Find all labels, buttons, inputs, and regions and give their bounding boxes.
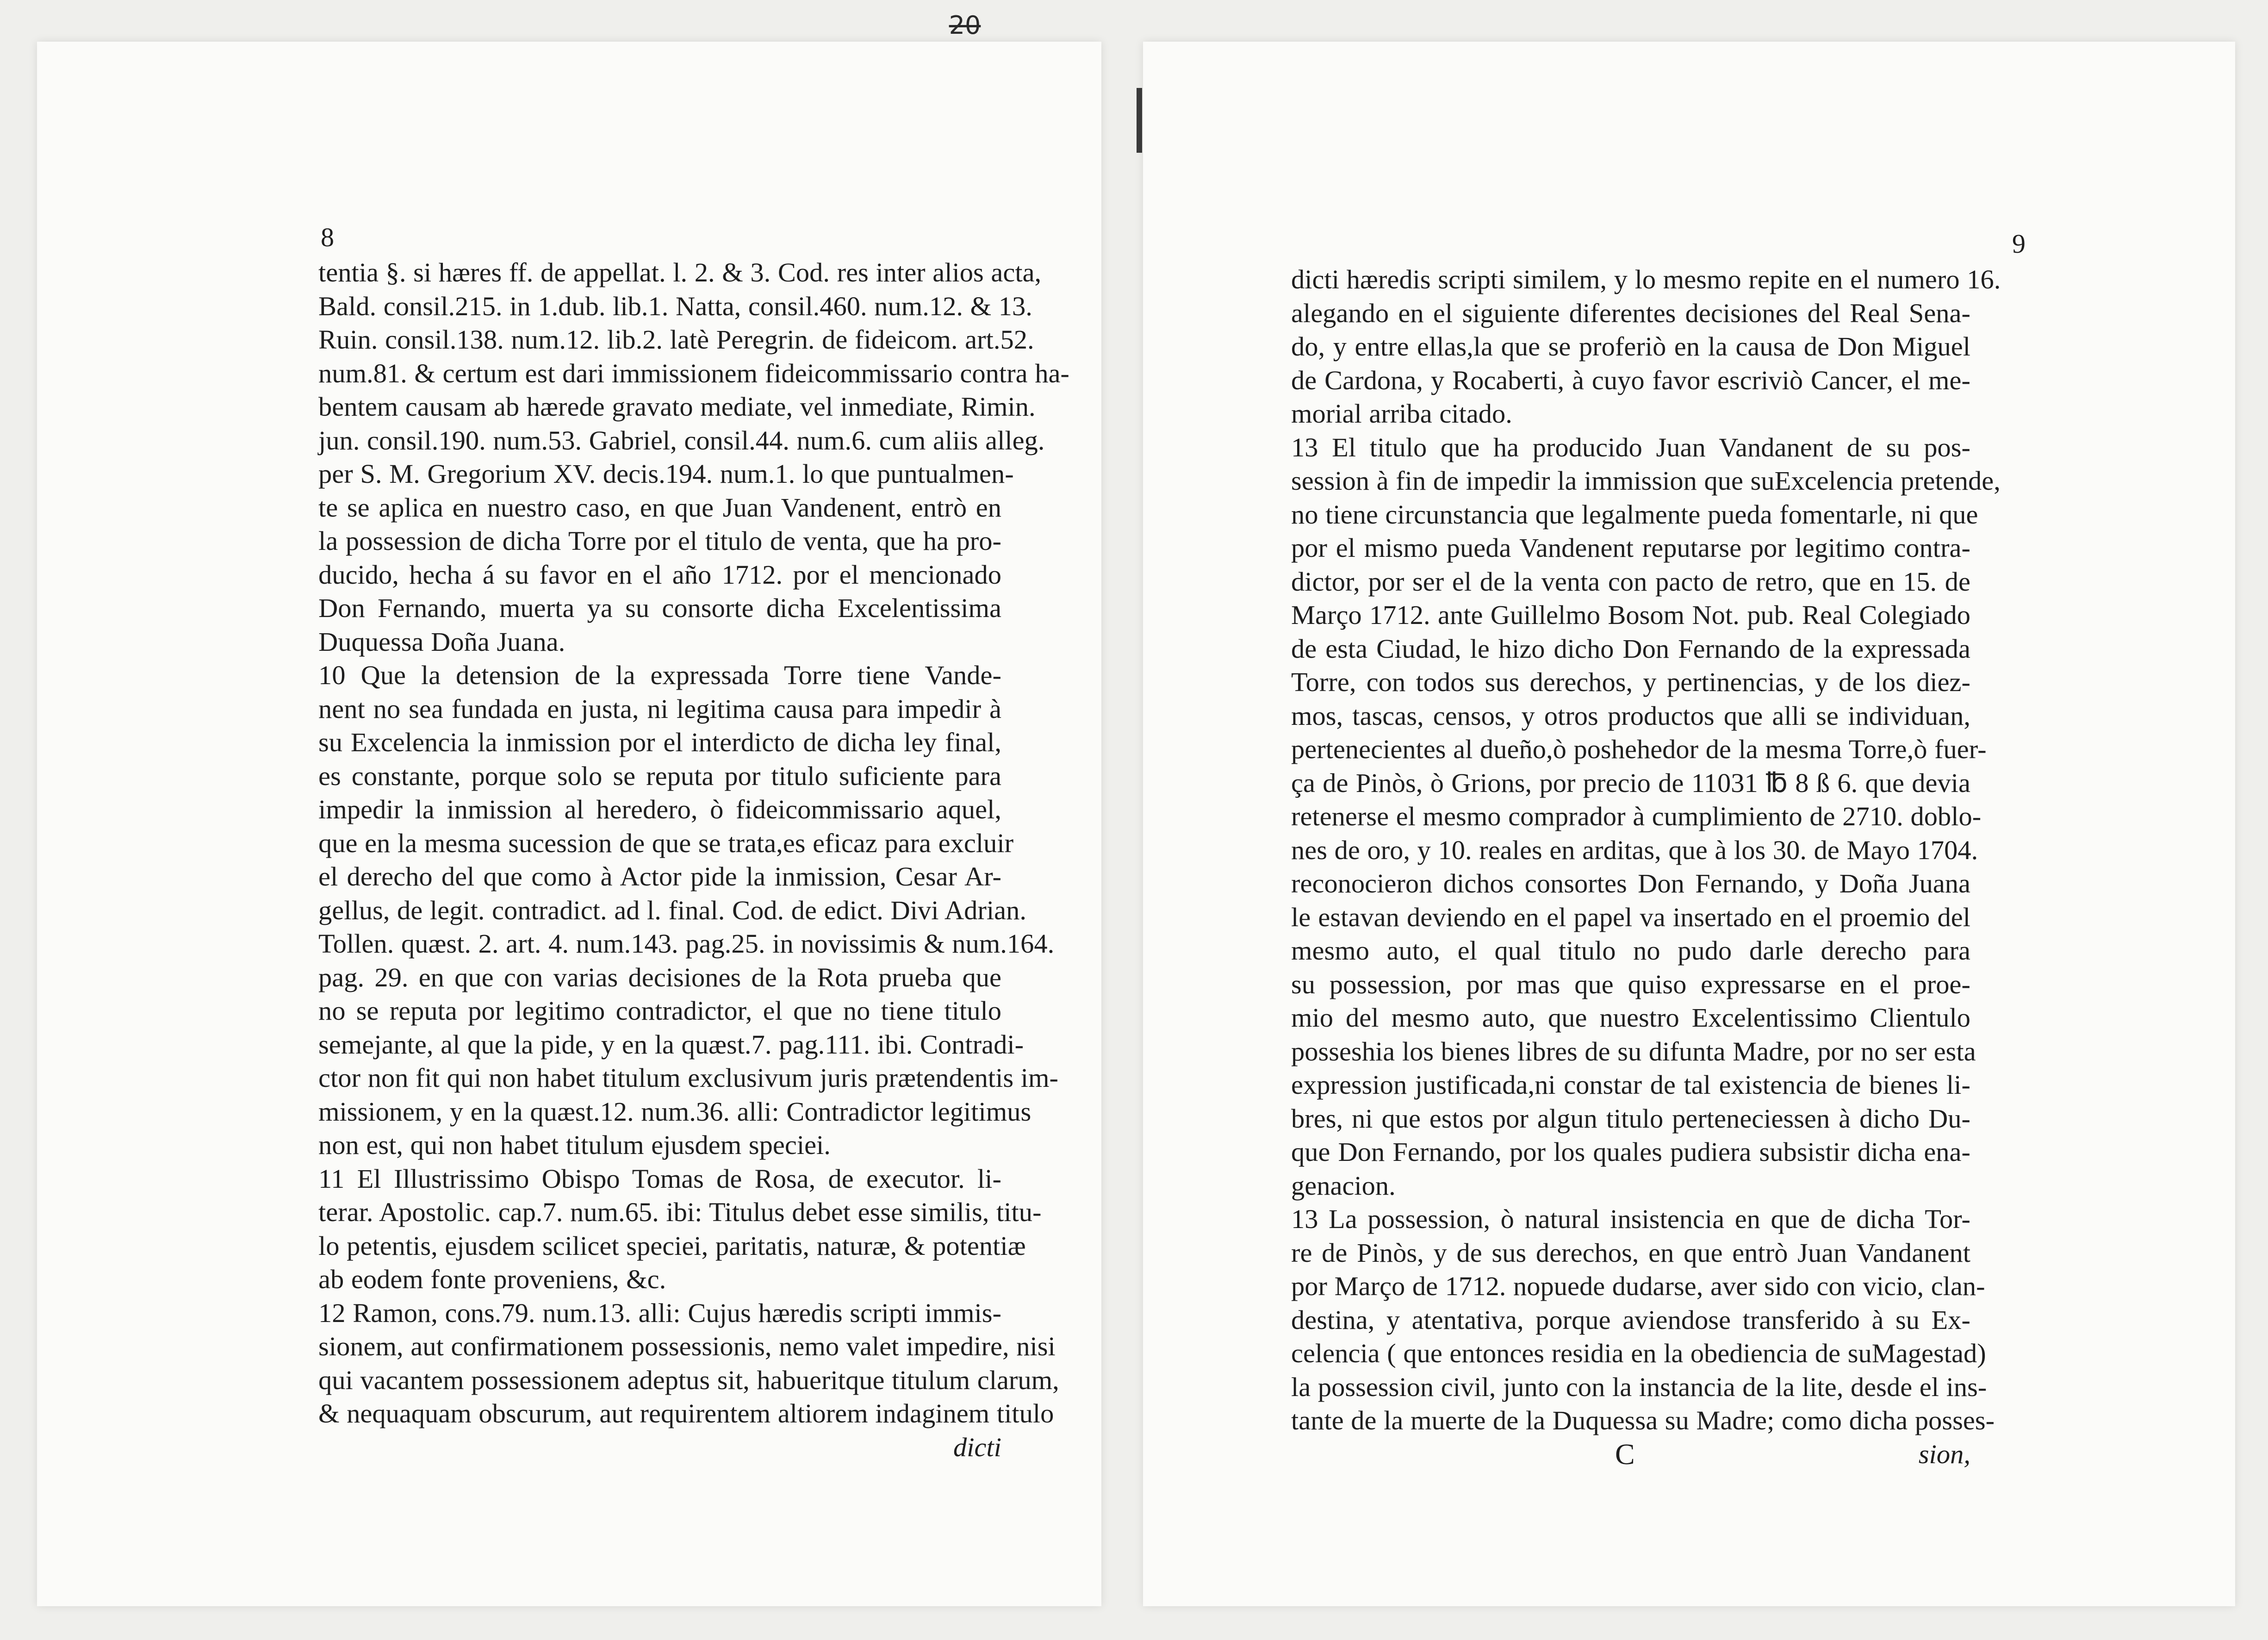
binding-gutter [1137, 88, 1142, 153]
text-line: que en la mesma sucession de que se trata,es eficaz para excluir [318, 828, 1014, 858]
text-line: tentia §. si hæres ff. de appellat. l. 2. & 3. Cod. res inter alios acta, [318, 257, 1042, 287]
right-page [1143, 42, 2235, 1606]
text-line: no tiene circunstancia que legalmente pueda fomentarle, ni que [1291, 499, 1978, 530]
text-line: ctor non fit qui non habet titulum exclusivum juris prætendentis im- [318, 1063, 1059, 1093]
text-line: alegando en el siguiente diferentes decisiones del Real Sena- [1291, 298, 1970, 328]
page-number: 9 [2012, 229, 2026, 259]
text-line: bentem causam ab hærede gravato mediate, vel inmediate, Rimin. [318, 392, 1036, 422]
text-line: impedir la inmission al heredero, ò fideicommissario aquel, [318, 794, 1001, 824]
text-line: ça de Pinòs, ò Grions, por precio de 11031 ℔ 8 ß 6. que devia [1291, 767, 1970, 798]
archive-mark-struck: 20 [949, 11, 981, 40]
text-line: morial arriba citado. [1291, 399, 1512, 429]
text-line: la possession civil, junto con la instancia de la lite, desde el ins- [1291, 1372, 1987, 1402]
text-line: gellus, de legit. contradict. ad l. final. Cod. de edict. Divi Adrian. [318, 895, 1027, 925]
text-line: dictor, por ser el de la venta con pacto de retro, que en 15. de [1291, 566, 1970, 597]
page-number: 8 [321, 222, 334, 252]
catchword-row [318, 1431, 1001, 1465]
catchword: dicti [953, 1432, 1001, 1462]
text-line: semejante, al que la pide, y en la quæst.7. pag.111. ibi. Contradi- [318, 1029, 1024, 1060]
text-line: por el mismo pueda Vandenent reputarse por legitimo contra- [1291, 533, 1970, 563]
text-line: el derecho del que como à Actor pide la inmission, Cesar Ar- [318, 861, 1001, 892]
text-line: dicti hæredis scripti similem, y lo mesmo repite en el numero 16. [1291, 264, 2001, 294]
text-line: tante de la muerte de la Duquessa su Madre; como dicha posses- [1291, 1405, 1995, 1435]
text-line: num.81. & certum est dari immissionem fideicommissario contra ha- [318, 358, 1069, 388]
text-line: ab eodem fonte proveniens, &c. [318, 1264, 666, 1294]
text-line: de Cardona, y Rocaberti, à cuyo favor escriviò Cancer, el me- [1291, 365, 1970, 395]
text-line: Bald. consil.215. in 1.dub. lib.1. Natta, consil.460. num.12. & 13. [318, 291, 1032, 321]
text-line: celencia ( que entonces residia en la obediencia de suMagestad) [1291, 1338, 1986, 1368]
catchword: sion, [1918, 1439, 1970, 1469]
text-line: 13 La possession, ò natural insistencia en que de dicha Tor- [1291, 1204, 1970, 1234]
catchword-row [1291, 1438, 1970, 1472]
page-body-text [318, 256, 1069, 1464]
text-line: lo petentis, ejusdem scilicet speciei, paritatis, naturæ, & potentiæ [318, 1230, 1026, 1261]
text-line: nes de oro, y 10. reales en arditas, que à los 30. de Mayo 1704. [1291, 835, 1978, 865]
text-line: su possession, por mas que quiso expressarse en el proe- [1291, 969, 1970, 999]
text-line: 11 El Illustrissimo Obispo Tomas de Rosa, de executor. li- [318, 1163, 1001, 1194]
text-line: ducido, hecha á su favor en el año 1712. por el mencionado [318, 559, 1001, 590]
text-line: 10 Que la detension de la expressada Torre tiene Vande- [318, 660, 1001, 690]
text-line: jun. consil.190. num.53. Gabriel, consil.44. num.6. cum aliis alleg. [318, 425, 1045, 455]
text-line: genacion. [1291, 1170, 1396, 1201]
text-line: terar. Apostolic. cap.7. num.65. ibi: Titulus debet esse similis, titu- [318, 1197, 1042, 1227]
text-line: su Excelencia la inmission por el interdicto de dicha ley final, [318, 727, 1001, 757]
text-line: es constante, porque solo se reputa por titulo suficiente para [318, 761, 1001, 791]
signature-mark: C [1615, 1437, 1635, 1471]
text-line: Torre, con todos sus derechos, y pertinencias, y de los diez- [1291, 667, 1970, 697]
text-line: mesmo auto, el qual titulo no pudo darle derecho para [1291, 935, 1970, 966]
text-line: nent no sea fundada en justa, ni legitima causa para impedir à [318, 693, 1001, 724]
text-line: retenerse el mesmo comprador à cumplimiento de 2710. doblo- [1291, 801, 1982, 831]
text-line: le estavan deviendo en el papel va insertado en el proemio del [1291, 902, 1970, 932]
text-line: Tollen. quæst. 2. art. 4. num.143. pag.25. in novissimis & num.164. [318, 929, 1055, 959]
text-line: de esta Ciudad, le hizo dicho Don Fernando de la expressada [1291, 633, 1970, 664]
text-line: por Março de 1712. nopuede dudarse, aver sido con vicio, clan- [1291, 1271, 1985, 1301]
text-line: que Don Fernando, por los quales pudiera subsistir dicha ena- [1291, 1137, 1970, 1167]
text-line: missionem, y en la quæst.12. num.36. alli: Contradictor legitimus [318, 1096, 1031, 1127]
text-line: mos, tascas, censos, y otros productos que alli se individuan, [1291, 700, 1970, 731]
text-line: Março 1712. ante Guillelmo Bosom Not. pub. Real Colegiado [1291, 600, 1970, 630]
text-line: Duquessa Doña Juana. [318, 626, 565, 657]
text-line: la possession de dicha Torre por el titulo de venta, que ha pro- [318, 526, 1001, 556]
text-line: posseshia los bienes libres de su difunta Madre, por no ser esta [1291, 1036, 1976, 1066]
text-line: qui vacantem possessionem adeptus sit, habueritque titulum clarum, [318, 1365, 1059, 1395]
text-line: mio del mesmo auto, que nuestro Excelentissimo Clientulo [1291, 1003, 1970, 1033]
text-line: destina, y atentativa, porque aviendose transferido à su Ex- [1291, 1304, 1970, 1335]
text-line: expression justificada,ni constar de tal existencia de bienes li- [1291, 1070, 1970, 1100]
text-line: do, y entre ellas,la que se proferiò en la causa de Don Miguel [1291, 331, 1970, 362]
text-line: sionem, aut confirmationem possessionis, nemo valet impedire, nisi [318, 1331, 1056, 1361]
text-line: 12 Ramon, cons.79. num.13. alli: Cujus hæredis scripti immis- [318, 1297, 1001, 1328]
text-line: per S. M. Gregorium XV. decis.194. num.1. lo que puntualmen- [318, 459, 1014, 489]
text-line: non est, qui non habet titulum ejusdem speciei. [318, 1130, 831, 1160]
text-line: reconocieron dichos consortes Don Fernando, y Doña Juana [1291, 868, 1970, 898]
text-line: pertenecientes al dueño,ò poshehedor de la mesma Torre,ò fuer- [1291, 734, 1987, 764]
text-line: Don Fernando, muerta ya su consorte dicha Excelentissima [318, 593, 1001, 623]
text-line: session à fin de impedir la immission que suExcelencia pretende, [1291, 466, 2001, 496]
text-line: bres, ni que estos por algun titulo perteneciessen à dicho Du- [1291, 1103, 1970, 1134]
text-line: & nequaquam obscurum, aut requirentem altiorem indaginem titulo [318, 1398, 1054, 1428]
text-line: pag. 29. en que con varias decisiones de la Rota prueba que [318, 962, 1001, 992]
text-line: 13 El titulo que ha producido Juan Vandanent de su pos- [1291, 432, 1970, 462]
text-line: Ruin. consil.138. num.12. lib.2. latè Peregrin. de fideicom. art.52. [318, 324, 1034, 355]
page-body-text [1291, 263, 2001, 1471]
text-line: re de Pinòs, y de sus derechos, en que entrò Juan Vandanent [1291, 1237, 1970, 1268]
text-line: te se aplica en nuestro caso, en que Juan Vandenent, entrò en [318, 492, 1001, 523]
text-line: no se reputa por legitimo contradictor, el que no tiene titulo [318, 996, 1001, 1026]
left-page [37, 42, 1101, 1606]
